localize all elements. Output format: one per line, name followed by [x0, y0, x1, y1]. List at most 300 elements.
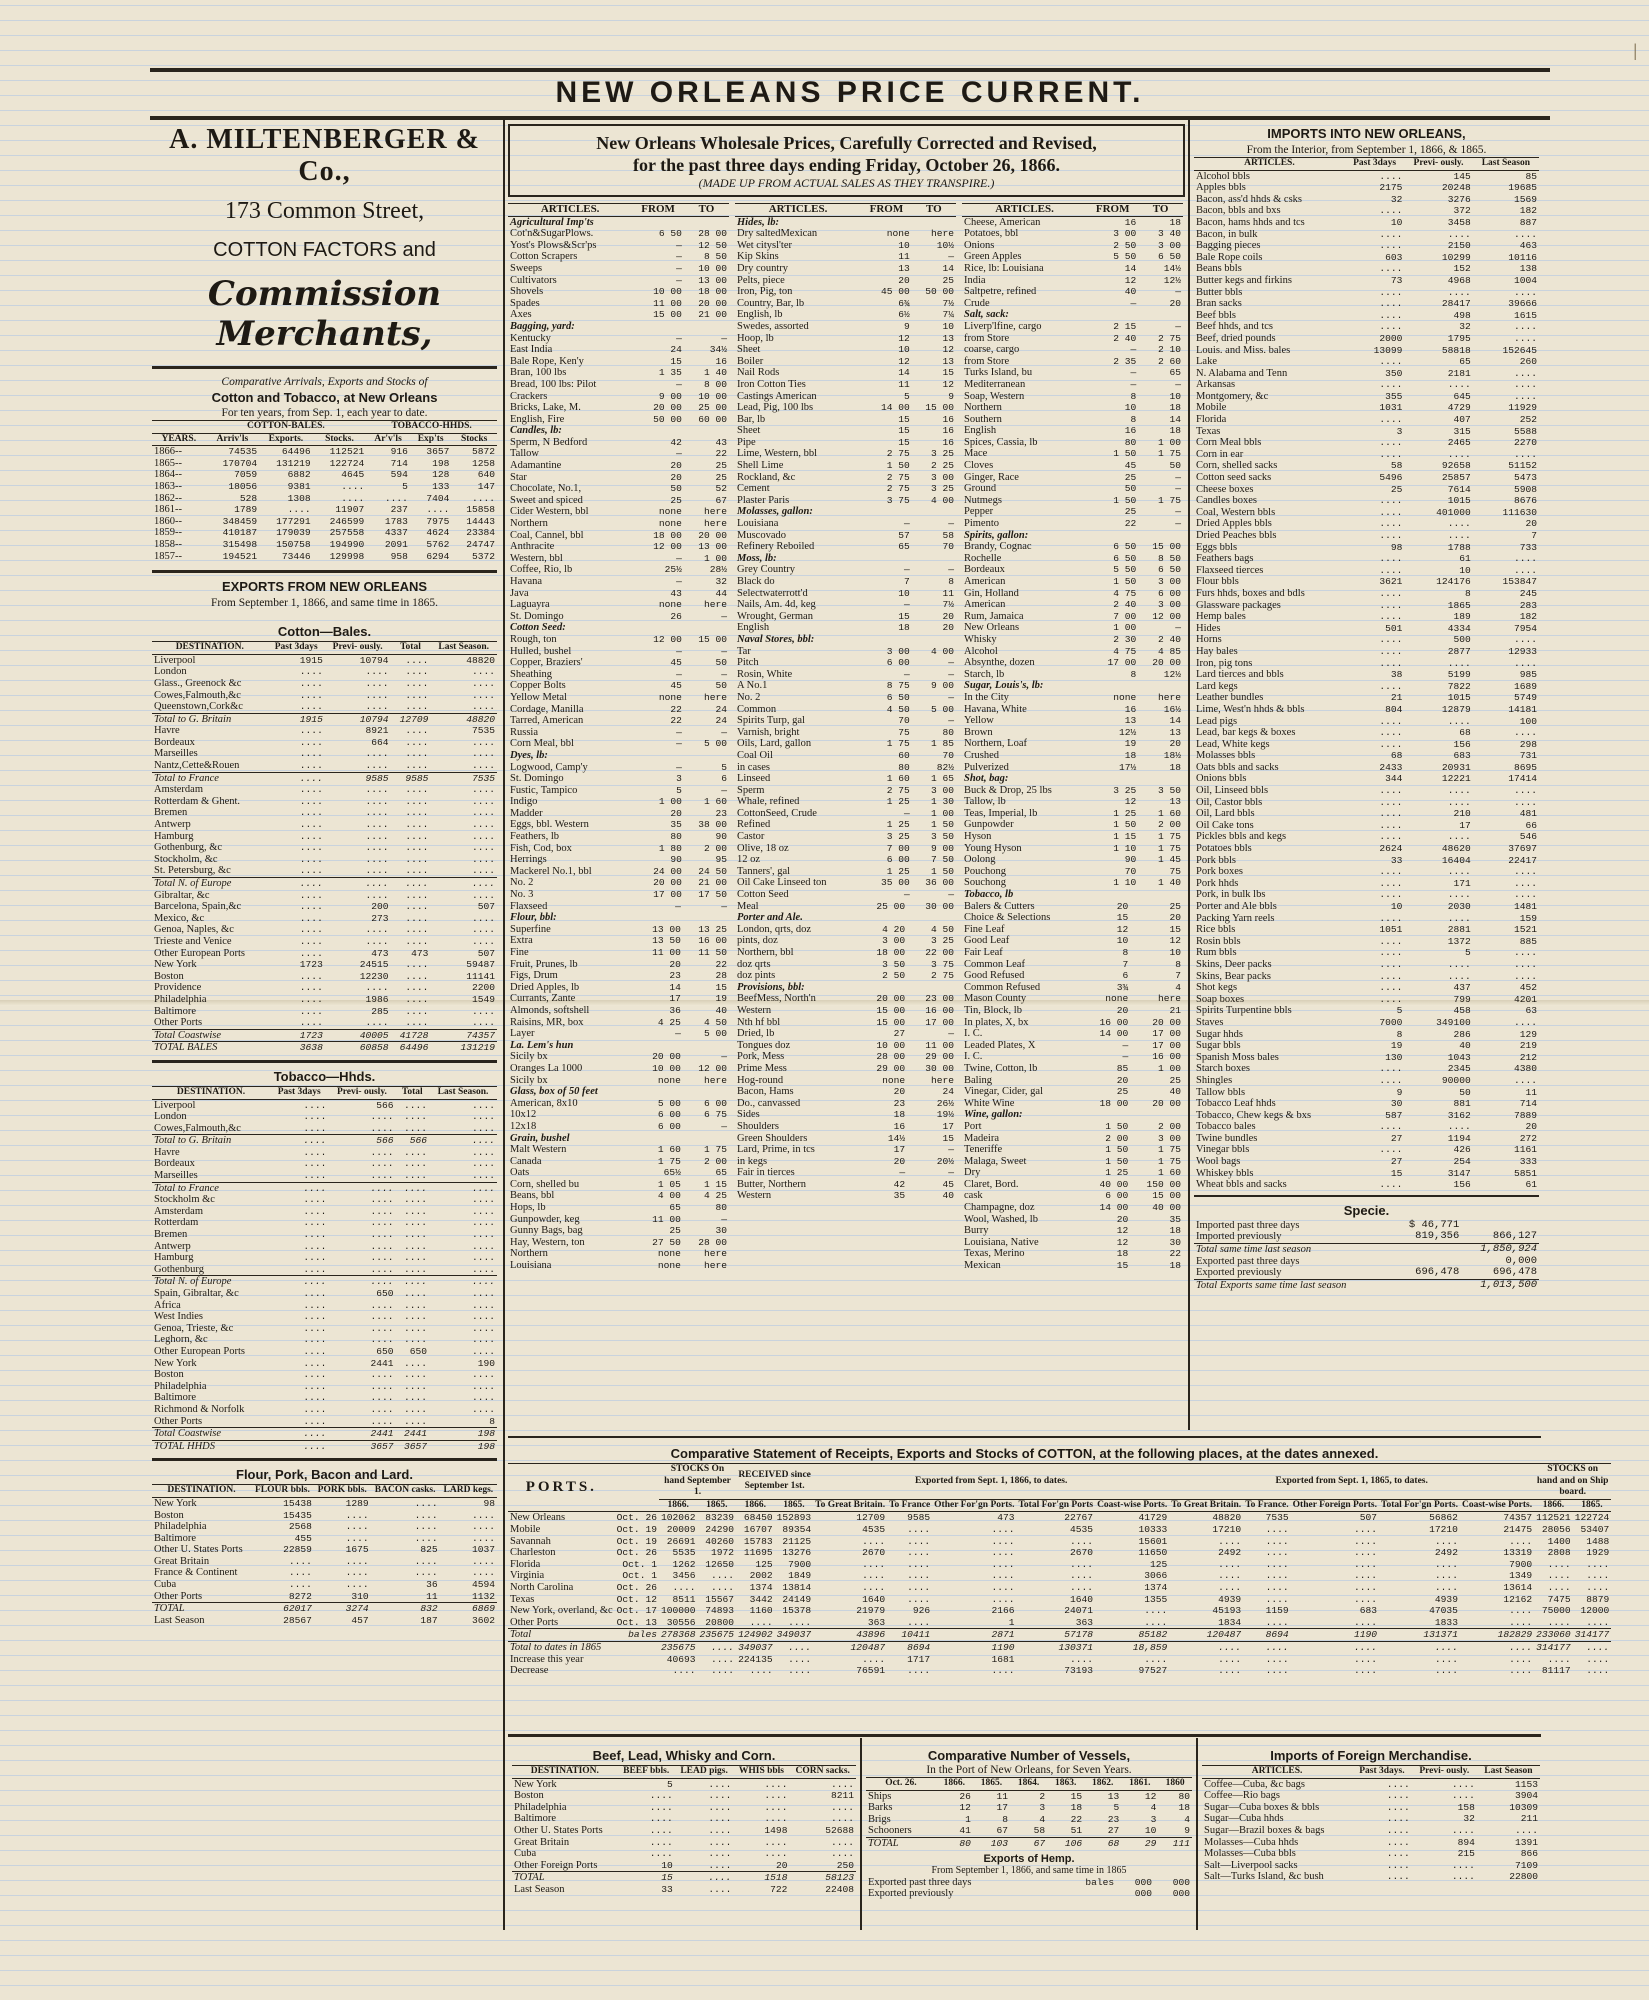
- imports-row: [1194, 518, 1539, 530]
- wholesale-row: [962, 738, 1183, 750]
- wholesale-row-value: [907, 912, 956, 924]
- cotton-bales-row-label: Baltimore: [154, 1005, 196, 1017]
- cotton-bales-row-value: ....: [430, 878, 497, 890]
- imports-row-value: 1788: [1447, 541, 1471, 553]
- wholesale-row-label: Fine Leaf: [964, 923, 1005, 935]
- wholesale-row-value: 12: [1124, 274, 1137, 286]
- hemp-row-value: 000: [1172, 1876, 1190, 1888]
- wholesale-row-label: Sheathing: [510, 668, 552, 680]
- vessels-row-label: Brigs: [868, 1813, 891, 1825]
- tobacco-hhds-row: [152, 1358, 497, 1370]
- wholesale-row-label: Sugar, Louis's, lb:: [964, 680, 1044, 692]
- imports-row-value: 145: [1453, 170, 1471, 182]
- wholesale-row-value: 52: [715, 483, 727, 495]
- wholesale-row-value: 9 00: [658, 390, 682, 402]
- arrivals-row-value: 640: [477, 469, 495, 481]
- beef-lead-row-value: 5: [666, 1778, 673, 1790]
- tobacco-hhds-row-label: Richmond & Norfolk: [154, 1403, 245, 1415]
- tobacco-hhds-row-value: ....: [471, 1311, 495, 1323]
- imports-row-value: 38: [1390, 669, 1403, 681]
- wholesale-row-value: 15: [898, 425, 910, 437]
- tobacco-hhds-row: [152, 1440, 497, 1452]
- wholesale-row-label: Russia: [510, 726, 539, 738]
- beef-lead-row-value: ....: [830, 1836, 854, 1848]
- imports-row-value: 10116: [1508, 251, 1537, 263]
- statement-row-value: ....: [1353, 1653, 1377, 1665]
- statement-row-value: ....: [1586, 1581, 1610, 1593]
- imports-row-label: Pork, in bulk lbs: [1196, 889, 1266, 901]
- imports-row-label: Bacon, bbls and bxs: [1196, 205, 1281, 217]
- wholesale-row-label: Castor: [737, 831, 765, 843]
- wholesale-row-label: Dried, lb: [737, 1028, 775, 1040]
- wholesale-row: [962, 854, 1183, 866]
- imports-row-value: ....: [1379, 982, 1403, 994]
- imports-row-value: 799: [1453, 993, 1471, 1005]
- wholesale-row-label: Madder: [510, 807, 543, 819]
- wholesale-row: [508, 1098, 729, 1110]
- arrivals-row-value: 1308: [287, 492, 311, 504]
- imports-row-label: Tobacco Leaf hhds: [1196, 1098, 1276, 1110]
- arrivals-row-value: ....: [341, 492, 365, 504]
- imports-row-value: 138: [1519, 263, 1537, 275]
- beef-lead-row-value: ....: [764, 1836, 788, 1848]
- cotton-bales-row-label: Boston: [154, 970, 184, 982]
- wholesale-row-value: 35 00: [880, 877, 910, 889]
- vessels-title: Comparative Number of Vessels,: [927, 1748, 1131, 1763]
- imports-row-value: 683: [1453, 750, 1471, 762]
- wholesale-row-value: [683, 1040, 729, 1052]
- wholesale-table-2b: [735, 901, 956, 1202]
- statement-row: [508, 1641, 1611, 1653]
- beef-lead-row-value: 22408: [825, 1883, 854, 1895]
- wholesale-row-value: 2 40: [1157, 633, 1181, 645]
- imports-row-value: 11929: [1508, 402, 1537, 414]
- tobacco-hhds-header: Total: [395, 1086, 429, 1099]
- wholesale-row-value: —: [1130, 297, 1137, 309]
- wholesale-row-value: 28½: [709, 564, 727, 576]
- wholesale-row-value: 15: [898, 610, 910, 622]
- wholesale-row-value: 17 00: [1107, 657, 1137, 669]
- foreign-imports-row-value: ....: [1451, 1871, 1475, 1883]
- wholesale-row-label: Twine, Cotton, lb: [964, 1062, 1038, 1074]
- wholesale-row: [962, 1051, 1183, 1063]
- foreign-imports-row-value: 3904: [1514, 1790, 1538, 1802]
- flour-pork-row-value: ....: [471, 1521, 495, 1533]
- wholesale-row: [962, 819, 1183, 831]
- wholesale-row-value: 29 00: [876, 1062, 906, 1074]
- imports-row-label: Coal, Western bbls: [1196, 506, 1276, 518]
- wholesale-row-value: [1087, 530, 1138, 542]
- cotton-bales-row-label: Genoa, Naples, &c: [154, 924, 234, 936]
- imports-row: [1194, 646, 1539, 658]
- tobacco-hhds-row-value: 2441: [328, 1428, 395, 1441]
- statement-row-label: Charleston: [510, 1547, 556, 1559]
- foreign-imports-title: Imports of Foreign Merchandise.: [1270, 1748, 1472, 1763]
- vessels-row-value: 4: [1184, 1813, 1190, 1825]
- cotton-bales-row: [152, 760, 497, 772]
- imports-row-value: ....: [1447, 530, 1471, 541]
- wholesale-row-label: Muscovado: [737, 529, 786, 541]
- wholesale-row-value: 50: [670, 483, 682, 495]
- statement-row-value: 125: [1149, 1558, 1168, 1570]
- statement-row-value: 8511: [672, 1593, 696, 1605]
- statement-row-value: 2492: [1434, 1547, 1458, 1559]
- imports-row-value: ....: [1447, 715, 1471, 727]
- tobacco-hhds-row: [152, 1099, 497, 1111]
- wholesale-row: [735, 379, 956, 391]
- statement-row-value: ....: [1070, 1570, 1094, 1582]
- wholesale-row-label: Cot'n&SugarPlows.: [510, 228, 594, 240]
- wholesale-row-label: Whisky: [964, 633, 997, 645]
- imports-row: [1194, 1087, 1539, 1099]
- wholesale-row: [735, 506, 956, 518]
- statement-row-value: [615, 1665, 659, 1677]
- cotton-bales-row-value: ....: [365, 1017, 389, 1029]
- wholesale-row-value: [632, 750, 684, 762]
- cotton-bales-row: [152, 713, 497, 725]
- flour-pork-row-value: 98: [483, 1497, 495, 1509]
- statement-row-value: ....: [1509, 1665, 1533, 1677]
- cotton-bales-row-value: ....: [405, 807, 429, 819]
- arrivals-row-label: 1861--: [154, 504, 182, 516]
- tobacco-hhds-row-label: Total to France: [152, 1182, 270, 1194]
- wholesale-row-value: here: [930, 228, 954, 240]
- statement-row-value: ....: [788, 1653, 812, 1665]
- imports-row-value: 887: [1519, 216, 1537, 228]
- wholesale-row-label: India: [964, 274, 986, 286]
- wholesale-row: [735, 437, 956, 449]
- imports-row-value: ....: [1379, 286, 1403, 298]
- wholesale-row-label: doz qrts: [737, 958, 771, 970]
- wholesale-row-value: 18: [1169, 216, 1181, 228]
- statement-row: [508, 1512, 1611, 1524]
- arrivals-row-value: 916: [390, 446, 408, 458]
- wholesale-row-label: Sicily bx: [510, 1074, 548, 1086]
- arrivals-row-label: 1864--: [154, 469, 182, 481]
- imports-row-label: Shot kegs: [1196, 982, 1238, 994]
- wholesale-row: [735, 530, 956, 542]
- tobacco-hhds-row-value: ....: [328, 1276, 395, 1288]
- arrivals-row-value: 14443: [466, 515, 495, 527]
- arrivals-row-value: 129998: [329, 550, 365, 562]
- statement-row-value: 130371: [1016, 1641, 1095, 1653]
- wholesale-row-label: Hulled, bushel: [510, 645, 572, 657]
- imports-row-value: 7614: [1447, 483, 1471, 495]
- wholesale-row-value: 4 75: [1113, 645, 1137, 657]
- wholesale-row-value: [1138, 889, 1183, 901]
- vessels-row-value: 3: [1150, 1813, 1157, 1825]
- wholesale-row-label: English: [964, 425, 997, 437]
- imports-row: [1194, 924, 1539, 936]
- statement-row-value: 28056: [1541, 1523, 1571, 1535]
- beef-lead-row-value: ....: [649, 1836, 673, 1848]
- imports-row-value: 260: [1519, 356, 1537, 368]
- imports-row-value: 8695: [1513, 761, 1537, 773]
- wholesale-row-value: —: [721, 610, 727, 622]
- tobacco-hhds-row-label: Gothenburg: [154, 1263, 204, 1275]
- foreign-imports-row-value: 894: [1457, 1836, 1475, 1848]
- wholesale-row-label: Coal, Cannel, bbl: [510, 529, 584, 541]
- wholesale-row-value: 21: [1169, 1004, 1181, 1016]
- wholesale-row-value: —: [948, 691, 954, 703]
- imports-row-label: Flour bbls: [1196, 576, 1239, 588]
- arrivals-row-value: 348459: [222, 515, 258, 527]
- wholesale-row: [508, 877, 729, 889]
- cotton-bales-row: [152, 1017, 497, 1029]
- statement-row-value: 363: [867, 1616, 886, 1628]
- wholesale-row-value: 1 75: [1157, 1144, 1181, 1156]
- wholesale-row-label: St. Domingo: [510, 773, 564, 785]
- wholesale-row-label: White Wine: [964, 1097, 1015, 1109]
- wholesale-row: [962, 1121, 1183, 1133]
- wholesale-row-label: Gunpowder, keg: [510, 1213, 580, 1225]
- cotton-bales-row-label: Bremen: [154, 807, 188, 819]
- imports-row-value: 481: [1519, 808, 1537, 820]
- tobacco-hhds-row-value: ....: [471, 1146, 495, 1158]
- wholesale-row-value: 29 00: [925, 1051, 954, 1063]
- specie-row: [1194, 1220, 1539, 1232]
- wholesale-row: [508, 738, 729, 750]
- arrivals-row-value: 1789: [234, 504, 258, 516]
- statement-row-value: ....: [1243, 1641, 1290, 1653]
- flour-pork-header: LARD kegs.: [440, 1485, 497, 1498]
- wholesale-row-value: 23: [893, 1097, 906, 1109]
- wholesale-row-value: 18 00: [653, 529, 682, 541]
- wholesale-row: [735, 727, 956, 739]
- imports-row-value: ....: [1379, 1074, 1403, 1086]
- wholesale-row: [962, 831, 1183, 843]
- statement-row-value: 74893: [705, 1605, 735, 1617]
- masthead-title: NEW ORLEANS PRICE CURRENT.: [555, 76, 1145, 109]
- wholesale-header-row: [962, 204, 1183, 217]
- wholesale-row-value: —: [721, 1051, 727, 1063]
- wholesale-row-value: 16 00: [925, 1004, 954, 1016]
- wholesale-row: [735, 402, 956, 414]
- imports-row-value: ....: [1513, 1074, 1537, 1086]
- wholesale-row-value: 1 50: [1113, 494, 1137, 506]
- wholesale-row-label: Wool, Washed, lb: [964, 1213, 1038, 1225]
- wholesale-row-value: 3 50: [930, 831, 954, 843]
- wholesale-row: [735, 1179, 956, 1191]
- imports-row-value: 2030: [1447, 901, 1471, 912]
- cotton-bales-row-value: 12230: [359, 970, 389, 982]
- beef-lead-row-value: ....: [649, 1790, 673, 1802]
- statement-row-value: ....: [1353, 1570, 1377, 1582]
- vessels-row-value: 41: [959, 1825, 971, 1837]
- statement-row-value: ....: [1169, 1641, 1243, 1653]
- statement-row-value: ....: [1509, 1605, 1533, 1617]
- flour-pork-row-value: 6869: [440, 1603, 497, 1615]
- cotton-bales-row-label: Havre: [154, 725, 180, 737]
- wholesale-row-value: 60 00: [698, 413, 727, 425]
- imports-row: [1194, 240, 1539, 252]
- imports-row: [1194, 507, 1539, 519]
- wholesale-row: [962, 251, 1183, 263]
- imports-row-value: 603: [1385, 251, 1403, 263]
- arrivals-row-value: 7059: [234, 469, 258, 481]
- foreign-imports-box: [1202, 1742, 1540, 1930]
- statement-row-value: 20800: [705, 1616, 735, 1628]
- specie-row-value: 1,850,924: [1461, 1244, 1539, 1256]
- wholesale-row-value: 6 50: [1113, 552, 1137, 564]
- group-exported-1866: Exported from Sept. 1, 1866, to dates.: [813, 1464, 1169, 1500]
- wholesale-row-label: Grain, bushel: [510, 1132, 570, 1144]
- wholesale-row-value: 15 00: [925, 402, 954, 414]
- tobacco-hhds-row-value: ....: [270, 1135, 328, 1147]
- wholesale-row: [735, 1109, 956, 1121]
- imports-row-value: 25: [1390, 483, 1403, 495]
- statement-row-value: ....: [1460, 1641, 1534, 1653]
- imports-row-value: 5199: [1447, 669, 1471, 681]
- cotton-bales-row-value: 41728: [391, 1029, 431, 1042]
- wholesale-row: [508, 970, 729, 982]
- imports-row: [1194, 901, 1539, 913]
- imports-row: [1194, 1144, 1539, 1156]
- wholesale-row-value: 13 00: [698, 541, 727, 553]
- wholesale-row: [735, 866, 956, 878]
- wholesale-row-label: Mexican: [964, 1260, 1001, 1272]
- imports-row: [1194, 936, 1539, 948]
- imports-row-value: 68: [1390, 750, 1403, 762]
- imports-row: [1194, 472, 1539, 484]
- wholesale-row-label: Western: [737, 1190, 772, 1202]
- imports-row-value: ....: [1379, 611, 1403, 623]
- flour-pork-row-value: ....: [288, 1555, 312, 1567]
- wholesale-row-value: 22: [1169, 1248, 1181, 1260]
- wholesale-row-label: Fruit, Prunes, lb: [510, 958, 578, 970]
- cotton-bales-header: Previ- ously.: [325, 642, 391, 655]
- imports-row: [1194, 1168, 1539, 1180]
- group-exported-1865: Exported from Sept. 1, 1865, to dates.: [1169, 1464, 1534, 1500]
- imports-row: [1194, 878, 1539, 890]
- wholesale-row-value: 5 00: [930, 703, 954, 715]
- beef-lead-row: [512, 1790, 856, 1802]
- statement-row-value: ....: [1265, 1523, 1289, 1535]
- imports-row-label: Bacon, ass'd hhds & csks: [1196, 193, 1303, 205]
- flour-pork-row-value: ....: [288, 1579, 312, 1591]
- cotton-bales-row: [152, 725, 497, 737]
- tobacco-hhds-row: [152, 1194, 497, 1206]
- wholesale-row-value: 1 75: [1157, 1155, 1181, 1167]
- statement-row-value: 76591: [856, 1665, 886, 1677]
- wholesale-row: [508, 576, 729, 588]
- beef-lead-header: LEAD pigs.: [675, 1766, 734, 1779]
- wholesale-row: [508, 1063, 729, 1075]
- imports-row-value: 355: [1385, 390, 1403, 402]
- wholesale-row-value: 13 50: [652, 935, 681, 947]
- wholesale-row-label: Cement: [737, 483, 770, 495]
- wholesale-row: [735, 750, 956, 762]
- imports-row-value: 66: [1525, 819, 1537, 831]
- statement-row-value: 75000: [1541, 1605, 1571, 1617]
- cotton-bales-row-value: ....: [365, 865, 389, 877]
- wholesale-row-value: 7 50: [930, 854, 954, 866]
- statement-row-value: ....: [1218, 1535, 1242, 1547]
- wholesale-row-value: —: [948, 1028, 954, 1040]
- beef-lead-header: BEEF bbls.: [618, 1766, 675, 1779]
- arrivals-row-value: 9381: [287, 480, 311, 492]
- divider: [152, 1458, 497, 1461]
- wholesale-row-label: Cotton Scrapers: [510, 251, 578, 263]
- statement-row-value: ....: [749, 1665, 773, 1677]
- wholesale-row-label: Castings American: [737, 390, 817, 402]
- tobacco-hhds-row-label: Philadelphia: [154, 1380, 207, 1392]
- imports-row-value: 2175: [1379, 182, 1403, 194]
- tobacco-hhds-row-value: ....: [303, 1122, 327, 1134]
- foreign-imports-row-label: Molasses—Cuba bbls: [1204, 1848, 1296, 1860]
- statement-row-value: Oct. 19: [616, 1523, 657, 1535]
- cotton-bales-row-value: ....: [299, 924, 323, 936]
- tobacco-hhds-row: [152, 1311, 497, 1323]
- imports-row-value: 3147: [1447, 1167, 1471, 1179]
- cotton-bales-row: [152, 831, 497, 843]
- cotton-bales-row-value: ....: [405, 982, 429, 994]
- statement-row-value: 1374: [749, 1581, 773, 1593]
- imports-row: [1194, 808, 1539, 820]
- wholesale-row: [508, 483, 729, 495]
- wholesale-row: [508, 1028, 729, 1040]
- wholesale-row-value: 8: [1130, 413, 1137, 425]
- vessels-row-value: 80: [1178, 1790, 1190, 1802]
- wholesale-row-value: 2 00: [1105, 1132, 1129, 1144]
- imports-row: [1194, 692, 1539, 704]
- tobacco-hhds-row-value: ....: [303, 1357, 327, 1369]
- statement-row-value: Oct. 1: [622, 1570, 657, 1582]
- wholesale-row: [735, 680, 956, 692]
- beef-lead-row-value: ....: [708, 1824, 732, 1836]
- wholesale-row-label: Spades: [510, 297, 540, 309]
- wholesale-row: [508, 611, 729, 623]
- wholesale-row-label: Moss, lb:: [737, 552, 777, 564]
- wholesale-row-value: 38 00: [698, 819, 727, 831]
- wholesale-row-value: 45 00: [880, 286, 910, 298]
- wholesale-row-value: [637, 1040, 683, 1052]
- wholesale-row-value: 17½: [1119, 761, 1137, 773]
- statement-row-value: 2808: [1547, 1547, 1571, 1559]
- wholesale-row-value: 10 00: [652, 1062, 681, 1074]
- tobacco-hhds-row-value: ....: [303, 1288, 327, 1299]
- statement-subheader: 1865.: [775, 1499, 814, 1512]
- tobacco-hhds-row-value: ....: [370, 1334, 394, 1346]
- wholesale-row-value: 14: [669, 981, 681, 993]
- wholesale-row-value: [632, 622, 684, 634]
- cotton-bales-row-value: 131219: [430, 1042, 497, 1054]
- imports-row-label: Tallow bbls: [1196, 1086, 1246, 1098]
- vessels-row-value: 22: [1070, 1813, 1083, 1825]
- wholesale-row-value: 14 00: [1099, 1202, 1129, 1214]
- wholesale-row-label: Linseed: [737, 773, 771, 785]
- wholesale-row: [962, 808, 1183, 820]
- wholesale-row-label: Young Hyson: [964, 842, 1022, 854]
- imports-row-value: ....: [1513, 321, 1537, 333]
- wholesale-row-value: 10: [898, 587, 910, 599]
- divider: [1194, 1195, 1539, 1197]
- wholesale-row-label: Northern: [964, 402, 1002, 414]
- wholesale-row-label: Corn, shelled bu: [510, 1178, 580, 1190]
- statement-row-value: 1849: [788, 1570, 812, 1582]
- statement-row: [508, 1524, 1611, 1536]
- beef-lead-row-value: ....: [649, 1801, 673, 1813]
- statement-row-value: ....: [1586, 1665, 1610, 1677]
- tobacco-hhds-row-value: ....: [404, 1122, 428, 1134]
- imports-row: [1194, 449, 1539, 461]
- specie-row-label: Total Exports same time last season: [1194, 1279, 1392, 1291]
- imports-row-value: 19685: [1508, 182, 1537, 194]
- imports-row-value: 4729: [1447, 402, 1471, 414]
- vessels-row-value: 18: [1178, 1802, 1190, 1814]
- arrivals-row-value: 257558: [329, 527, 365, 539]
- statement-row-value: 47035: [1429, 1605, 1458, 1617]
